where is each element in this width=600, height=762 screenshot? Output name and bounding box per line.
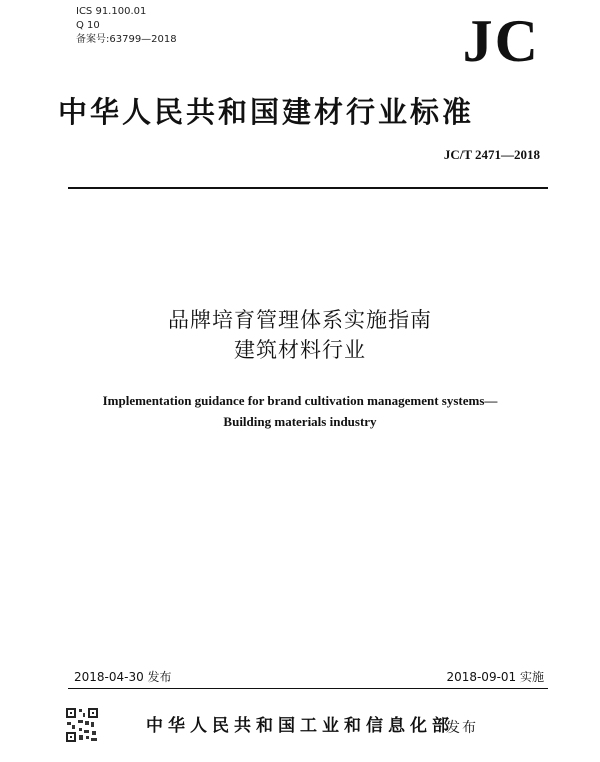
publish-label: 发布: [446, 720, 478, 736]
ics-code: ICS 91.100.01: [76, 6, 147, 17]
qr-code-icon: [62, 704, 102, 746]
english-title-line-1: Implementation guidance for brand cultivation management systems—: [102, 393, 498, 408]
ccs-code: Q 10: [76, 20, 100, 31]
standard-code: JC/T 2471—2018: [443, 147, 540, 162]
registration-number: 备案号:63799—2018: [76, 34, 177, 45]
issuing-authority: 中华人民共和国工业和信息化部: [146, 716, 454, 736]
chinese-title-line-1: 品牌培育管理体系实施指南: [168, 308, 432, 332]
chinese-title-line-2: 建筑材料行业: [234, 338, 366, 362]
bottom-divider: [68, 688, 548, 689]
jc-logo: JC: [462, 8, 540, 74]
english-title-line-2: Building materials industry: [223, 414, 377, 429]
implementation-date: 2018-09-01 实施: [446, 670, 544, 684]
issue-date: 2018-04-30 发布: [74, 670, 172, 684]
standard-category: 中华人民共和国建材行业标准: [58, 95, 475, 129]
top-divider: [68, 187, 548, 189]
